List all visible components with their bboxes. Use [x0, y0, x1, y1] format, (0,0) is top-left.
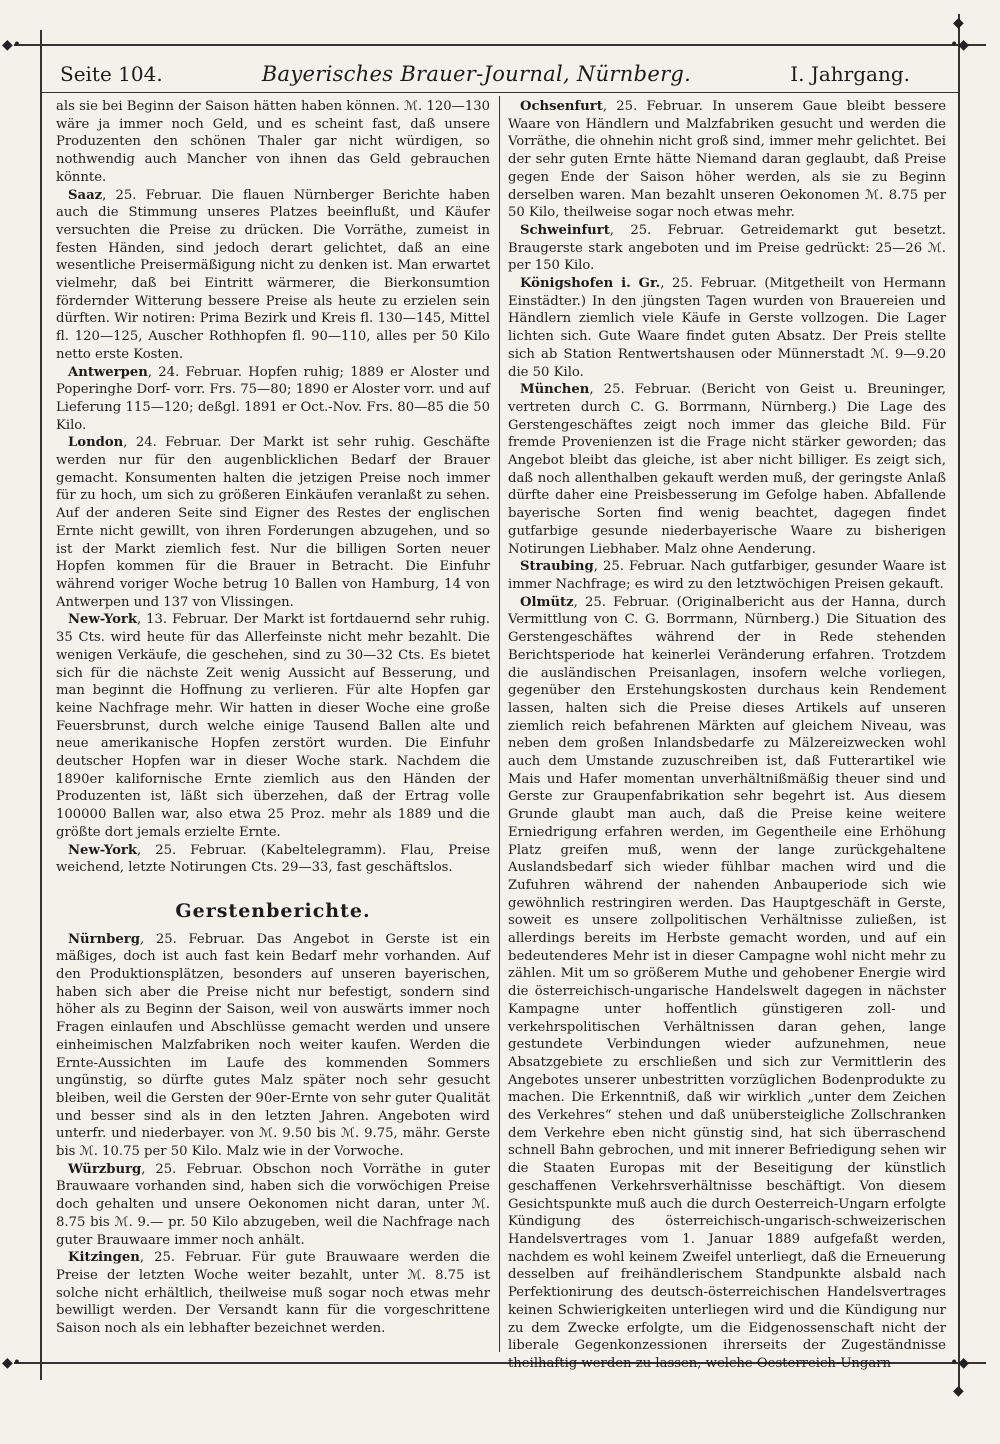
report-text: , 24. Februar. Hopfen ruhig; 1889 er Aloster und Poperinghe Dorf- vorr. Frs. 75—80; 1890 er Aloster vorr. und auf Lieferung 115—120; deßgl. 1891 er Oct.-Nov. Frs. 80—85 die 50 Kilo.	[56, 364, 490, 433]
report-place: Olmütz	[520, 594, 574, 610]
report-place: Antwerpen	[68, 364, 148, 380]
report-paragraph	[56, 1249, 490, 1338]
report-paragraph	[508, 275, 946, 381]
report-text: , 25. Februar. Getreidemarkt gut besetzt. Braugerste stark angeboten und im Preise gedrückt: 25—26 ℳ. per 150 Kilo.	[508, 222, 946, 274]
report-place: New-York	[68, 612, 137, 628]
report-paragraph	[56, 187, 490, 364]
report-paragraph	[56, 434, 490, 611]
report-paragraph	[56, 364, 490, 435]
report-text: , 25. Februar. (Kabeltelegramm). Flau, Preise weichend, letzte Notirungen Cts. 29—33, fast geschäftslos.	[56, 842, 490, 876]
report-place: Königshofen i. Gr.	[520, 276, 661, 292]
corner-ornament-tr: •◆	[950, 37, 970, 53]
report-text: als sie bei Beginn der Saison hätten haben können. ℳ. 120—130 wäre ja immer noch Geld, und es scheint fast, daß unsere Produzenten den schönen Thaler gar nicht würdigen, so nothwendig auch Mancher von ihnen das Geld gebrauchen könnte.	[56, 99, 490, 185]
report-text: , 25. Februar. (Bericht von Geist u. Breuninger, vertreten durch C. G. Borrmann, Nürnberg.) Die Lage des Gerstengeschäftes zeigt noch immer das gleiche Bild. Für fremde Provenienzen ist die Frage nicht stärker geworden; das Angebot bleibt das gleiche, ist aber nicht billiger. Es zeigt sich, daß noch allenthalben gekauft werden muß, der geringste Anlaß dürfte daher eine Preisbesserung im Gefolge haben. Abfallende bayerische Sorten find wenig beachtet, dagegen findet gutfarbige gesunde niederbayerische Waare zu bisherigen Notirungen Liebhaber. Malz ohne Aenderung.	[508, 382, 946, 557]
report-place: Straubing	[520, 559, 594, 575]
corner-ornament-tl: ◆•	[2, 37, 22, 53]
right-border	[958, 14, 960, 1394]
section-heading: Gerstenberichte.	[175, 899, 371, 922]
corner-ornament-br: •◆	[950, 1355, 970, 1371]
report-text: , 25. Februar. Die flauen Nürnberger Berichte haben auch die Stimmung unseres Platzes beeinflußt, und Käufer versuchten die Preise zu drücken. Die Vorräthe, zumeist in festen Händen, sind jedoch derart gelichtet, daß an eine wesentliche Preisermäßigung nicht zu denken ist. Man erwartet vielmehr, daß bei Eintritt wärmerer, die Bierkonsumtion fördernder Witterung bessere Preise als heute zu erzielen sein dürften. Wir notiren: Prima Bezirk und Kreis fl. 130—145, Mittel fl. 120—125, Auscher Rothhopfen fl. 90—110, alles per 50 Kilo netto erste Kosten.	[56, 187, 490, 362]
report-paragraph	[56, 98, 490, 187]
top-rule	[14, 44, 986, 46]
report-paragraph	[508, 222, 946, 275]
report-place: New-York	[68, 842, 137, 858]
report-text: , 25. Februar. Das Angebot in Gerste ist ein mäßiges, doch ist auch fast kein Bedarf mehr vorhanden. Auf den Produktionsplätzen, besonders auf unseren bayerischen, haben sich aber die Preise nicht nur befestigt, sondern sind höher als zu Beginn der Saison, weil von auswärts immer noch Fragen einlaufen und Abschlüsse gemacht werden und unsere einheimischen Malzfabriken noch weiter kaufen. Werden die Ernte-Aussichten im Laufe des kommenden Sommers ungünstig, so dürfte gutes Malz später noch sehr gesucht bleiben, weil die Gersten der 90er-Ernte von sehr guter Qualität und besser sind als in den letzten Jahren. Angeboten wird unterfr. und niederbayer. von ℳ. 9.50 bis ℳ. 9.75, mähr. Gerste bis ℳ. 10.75 per 50 Kilo. Malz wie in der Vorwoche.	[56, 931, 490, 1160]
report-text: , 25. Februar. (Mitgetheilt von Hermann Einstädter.) In den jüngsten Tagen wurden von Brauereien und Händlern ziemlich viele Käufe in Gerste vollzogen. Die Lager lichten sich. Gute Waare findet guten Absatz. Der Preis stellte sich ab Station Rentwertshausen oder Münnerstadt ℳ. 9—9.20 die 50 Kilo.	[508, 276, 947, 380]
report-place: London	[68, 435, 124, 451]
report-place: Schweinfurt	[520, 222, 610, 238]
report-paragraph	[56, 1161, 490, 1250]
right-column	[508, 98, 946, 1373]
header-rule	[40, 92, 960, 93]
journal-title: Bayerisches Brauer-Journal, Nürnberg.	[261, 62, 692, 86]
ornament-top-right: ◆	[953, 15, 964, 31]
report-paragraph	[56, 842, 490, 877]
report-text: , 25. Februar. (Originalbericht aus der Hanna, durch Vermittlung von C. G. Borrmann, Nürnberg.) Die Situation des Gerstengeschäftes während der in Rede stehenden Berichtsperiode hat keinerlei Veränderung erfahren. Trotzdem die ausländischen Preisanlagen, insofern welche vorliegen, gegenüber den Erstehungskosten durchaus kein Rendement lassen, halten sich die Preise dieses Artikels auf unseren ziemlich reich befahrenen Märkten auf gleichem Niveau, was neben dem großen Inlandsbedarfe zu Mälzereizwecken wohl auch dem Umstande zuzuschreiben ist, daß Futterartikel wie Mais und Hafer momentan unverhältnißmäßig theuer sind und Gerste zur Graupenfabrikation sehr begehrt ist. Aus diesem Grunde glaubt man auch, daß die Preise keine weitere Erniedrigung erfahren werden, im Gegentheile eine Erhöhung Platz greifen muß, wenn der lange zurückgehaltene Auslandsbedarf sich wieder fühlbar machen wird und die Zufuhren während der nahenden Anbauperiode sich wie gewöhnlich restringiren werden. Das Hauptgeschäft in Gerste, soweit es unsere zollpolitischen Verhältnisse zuließen, ist allerdings bereits im Herbste gemacht worden, und auf ein bedeutenderes Mehr ist in dieser Campagne wohl nicht mehr zu zählen. Mit um so größerem Muthe und gehobener Energie wird die österreichisch-ungarische Handelswelt dagegen in nächster Kampagne unter hoffentlich günstigeren zoll- und verkehrspolitischen Verhältnissen daran gehen, lange gestundete Verbindungen wieder aufzunehmen, neue Absatzgebiete zu erschließen und sich zur Vermittlerin des Angebotes unserer unbestritten vorzüglichen Bodenprodukte zu machen. Die Erkenntniß, daß wir wirklich „unter dem Zeichen des Verkehres“ stehen und daß unübersteigliche Zollschranken dem Verkehre eben nicht günstig sind, hat sich überraschend schnell Bahn gebrochen, und mit innerer Befriedigung sehen wir die Staaten Europas mit der Beseitigung der künstlich geschaffenen Verkehrsverhältnisse beschäftigt. Von diesem Gesichtspunkte muß auch die durch Oesterreich-Ungarn erfolgte Kündigung des österreichisch-ungarisch-schweizerischen Handelsvertrages vom 1. Januar 1889 aufgefaßt werden, nachdem es wohl keinem Zweifel unterliegt, daß die Erneuerung desselben auf freihändlerischem Standpunkte alsbald nach Perfektionirung des deutsch-österreichischen Handelsvertrages keinen Schwierigkeiten unterliegen wird und die Kündigung nur zu dem Zwecke erfolgte, um die Eidgenossenschaft nicht der liberale Gegenkonzessionen ihrerseits der Zugeständnisse theilhaftig werden zu lassen, welche Oesterreich-Ungarn	[508, 594, 946, 1371]
report-place: Nürnberg	[68, 931, 140, 947]
left-column	[56, 98, 490, 1338]
report-paragraph	[508, 558, 946, 593]
report-paragraph	[56, 611, 490, 841]
ornament-bottom-right: ◆	[953, 1383, 964, 1399]
report-place: Ochsenfurt	[520, 99, 603, 114]
report-text: , 25. Februar. In unserem Gaue bleibt bessere Waare von Händlern und Malzfabriken gesucht und werden die Vorräthe, die ohnehin nicht groß sind, immer mehr gelichtet. Bei der sehr guten Ernte hätte Niemand daran geglaubt, daß Preise gegen Ende der Saison höher werden, als sie zu Beginn derselben waren. Man bezahlt unseren Oekonomen ℳ. 8.75 per 50 Kilo, theilweise sogar noch etwas mehr.	[508, 99, 946, 221]
left-border	[40, 30, 42, 1380]
page-number: Seite 104.	[60, 62, 163, 86]
report-paragraph	[508, 594, 946, 1373]
report-text: , 25. Februar. Obschon noch Vorräthe in guter Brauwaare vorhanden sind, haben sich die vorwöchigen Preise doch gehalten und unsere Oekonomen nicht daran, unter ℳ. 8.75 bis ℳ. 9.— pr. 50 Kilo abzugeben, weil die Nachfrage nach guter Brauwaare immer noch anhält.	[56, 1161, 490, 1248]
report-text: , 13. Februar. Der Markt ist fortdauernd sehr ruhig. 35 Cts. wird heute für das Allerfeinste nicht mehr bezahlt. Die wenigen Verkäufe, die geschehen, sind zu 30—32 Cts. Es bietet sich für die nächste Zeit wenig Aussicht auf Besserung, und man beginnt die Hoffnung zu verlieren. Für alte Hopfen gar keine Nachfrage mehr. Wir hatten in dieser Woche eine große Feuersbrunst, durch welche einige Tausend Ballen alte und neue amerikanische Hopfen zerstört wurden. Die Einfuhr deutscher Hopfen war in dieser Woche stark. Nachdem die 1890er kalifornische Ernte ziemlich aus den Händen der Produzenten ist, läßt sich überzehen, daß der Ertrag volle 100000 Ballen war, also etwa 25 Proz. mehr als 1889 und die größte dort jemals erzielte Ernte.	[56, 612, 490, 840]
report-paragraph	[508, 381, 946, 558]
volume-label: I. Jahrgang.	[790, 62, 910, 86]
column-divider	[499, 96, 500, 1352]
report-place: Kitzingen	[68, 1250, 140, 1266]
report-text: , 25. Februar. Nach gutfarbiger, gesunder Waare ist immer Nachfrage; es wird zu den letztwöchigen Preisen gekauft.	[508, 559, 946, 592]
report-text: , 25. Februar. Für gute Brauwaare werden die Preise der letzten Woche weiter bezahlt, unter ℳ. 8.75 ist solche nicht erhältlich, theilweise muß sogar noch etwas mehr bewilligt werden. Der Versandt kann für die vorgeschrittene Saison noch als ein lebhafter bezeichnet werden.	[56, 1250, 490, 1337]
report-text: , 24. Februar. Der Markt ist sehr ruhig. Geschäfte werden nur für den augenblicklichen Bedarf der Brauer gemacht. Konsumenten halten die jetzigen Preise noch immer für zu hoch, um sich zu größeren Einkäufen veranlaßt zu sehen. Auf der anderen Seite sind Eigner des Restes der englischen Ernte nicht gewillt, von ihren Forderungen abzugehen, und so ist der Markt ziemlich fest. Nur die billigen Sorten neuer Hopfen kommen für die Brauer in Betracht. Die Einfuhr während voriger Woche betrug 10 Ballen von Hamburg, 14 von Antwerpen und 137 von Vlissingen.	[56, 435, 490, 610]
report-paragraph	[508, 98, 946, 222]
report-paragraph	[56, 931, 490, 1161]
report-place: Würzburg	[68, 1161, 142, 1177]
report-place: Saaz	[68, 187, 103, 203]
corner-ornament-bl: ◆•	[2, 1355, 22, 1371]
page-header	[60, 58, 910, 90]
report-place: München	[520, 382, 590, 398]
